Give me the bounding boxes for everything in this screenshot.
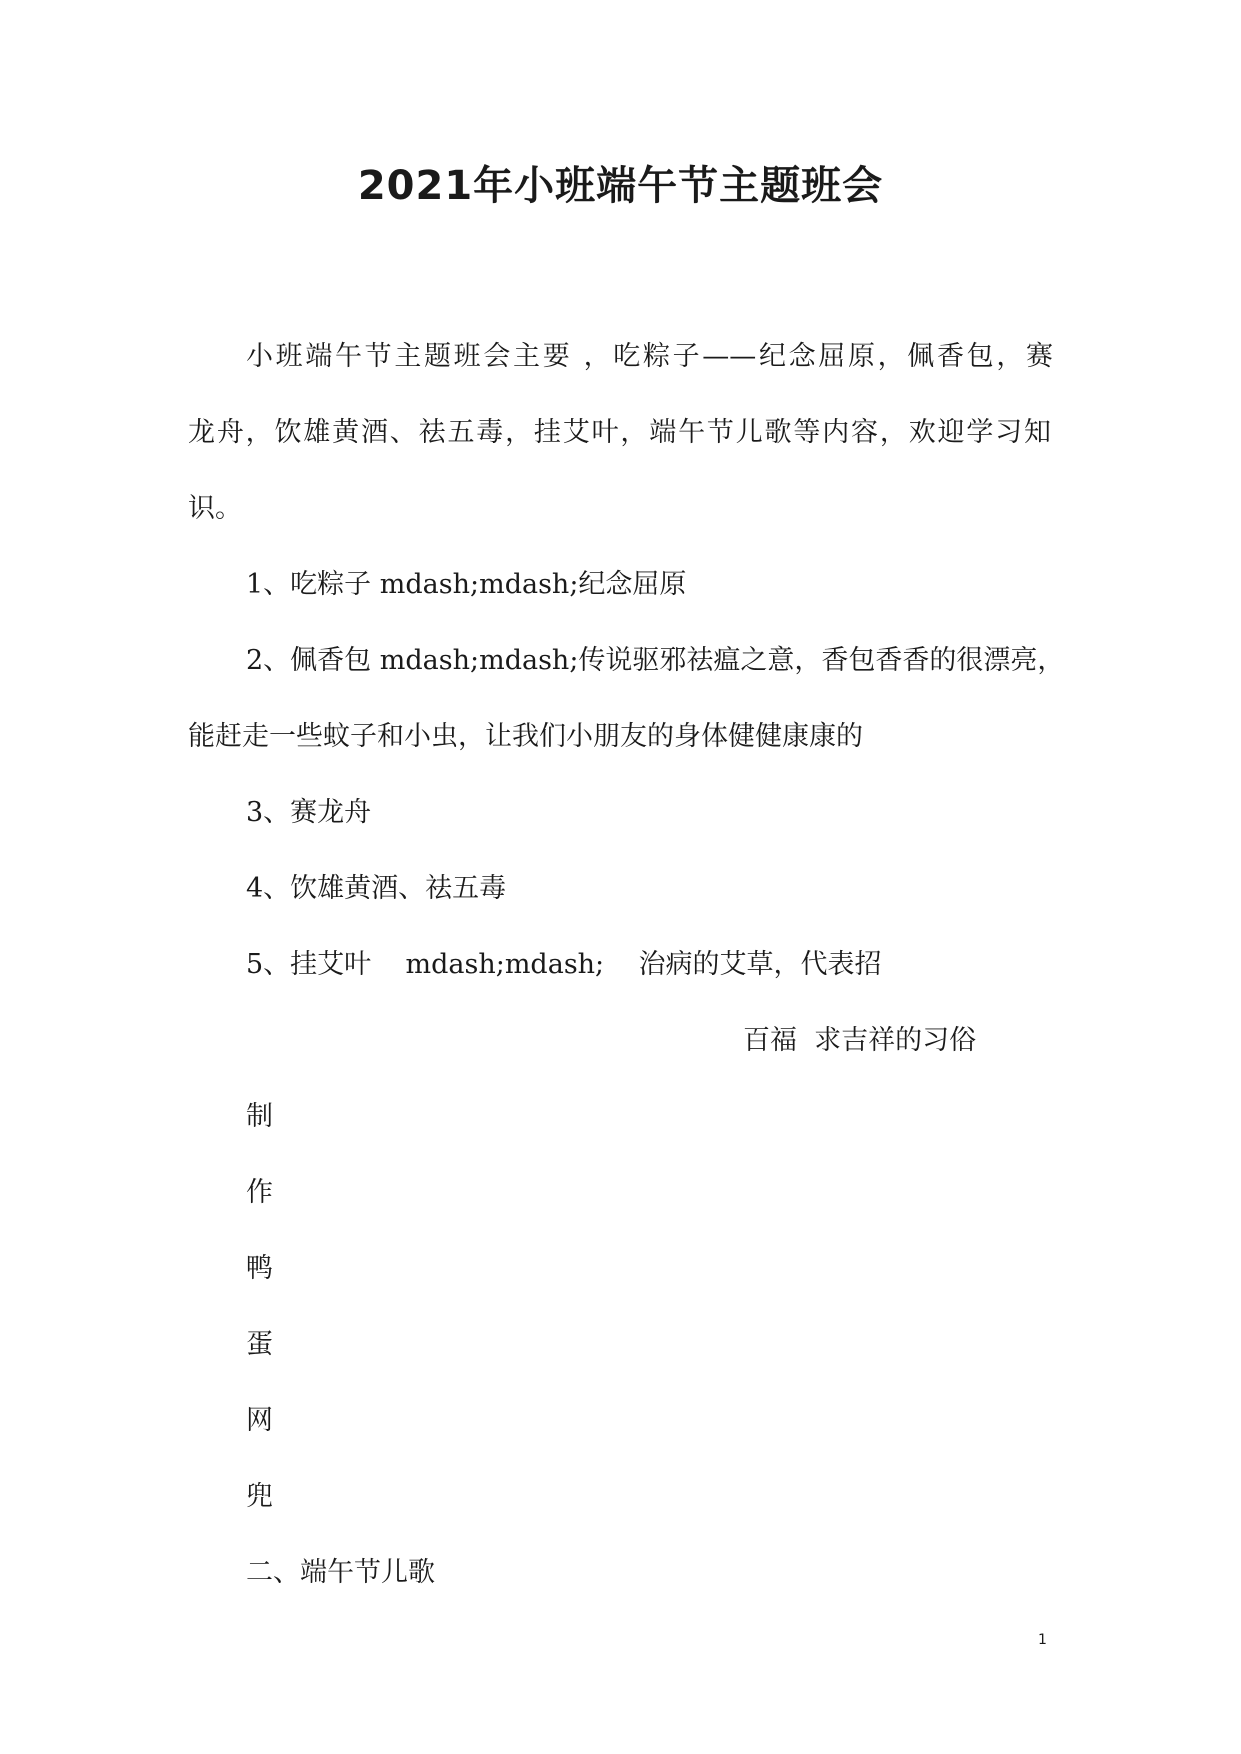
vertical-char-3: 鸭	[246, 1253, 273, 1284]
list-item-3: 3、赛龙舟	[246, 797, 372, 828]
list-item-2: 2、佩香包 mdash;mdash;传说驱邪祛瘟之意，香包香香的很漂亮，	[246, 645, 1065, 676]
list-item-4: 4、饮雄黄酒、祛五毒	[246, 873, 507, 904]
vertical-char-6: 兜	[246, 1481, 273, 1512]
list-item-1: 1、吃粽子 mdash;mdash;纪念屈原	[246, 569, 687, 600]
intro-line-3: 识。	[188, 493, 242, 524]
document-title: 2021年小班端午节主题班会	[357, 163, 884, 209]
list-item-2-continued: 能赶走一些蚊子和小虫，让我们小朋友的身体健健康康的	[188, 721, 863, 752]
vertical-char-4: 蛋	[246, 1329, 273, 1360]
intro-line-2: 龙舟，饮雄黄酒、祛五毒，挂艾叶，端午节儿歌等内容，欢迎学习知	[188, 417, 1051, 448]
list-item-5-continued: 百福 求吉祥的习俗	[743, 1025, 977, 1056]
vertical-char-1: 制	[246, 1101, 273, 1132]
vertical-char-5: 网	[246, 1405, 273, 1436]
page-number: 1	[1038, 1632, 1047, 1648]
list-item-5: 5、挂艾叶 mdash;mdash; 治病的艾草，代表招	[246, 949, 882, 980]
vertical-char-2: 作	[246, 1177, 273, 1208]
section-heading: 二、端午节儿歌	[246, 1557, 435, 1588]
intro-line-1: 小班端午节主题班会主要 ，吃粽子——纪念屈原，佩香包，赛	[246, 341, 1053, 372]
